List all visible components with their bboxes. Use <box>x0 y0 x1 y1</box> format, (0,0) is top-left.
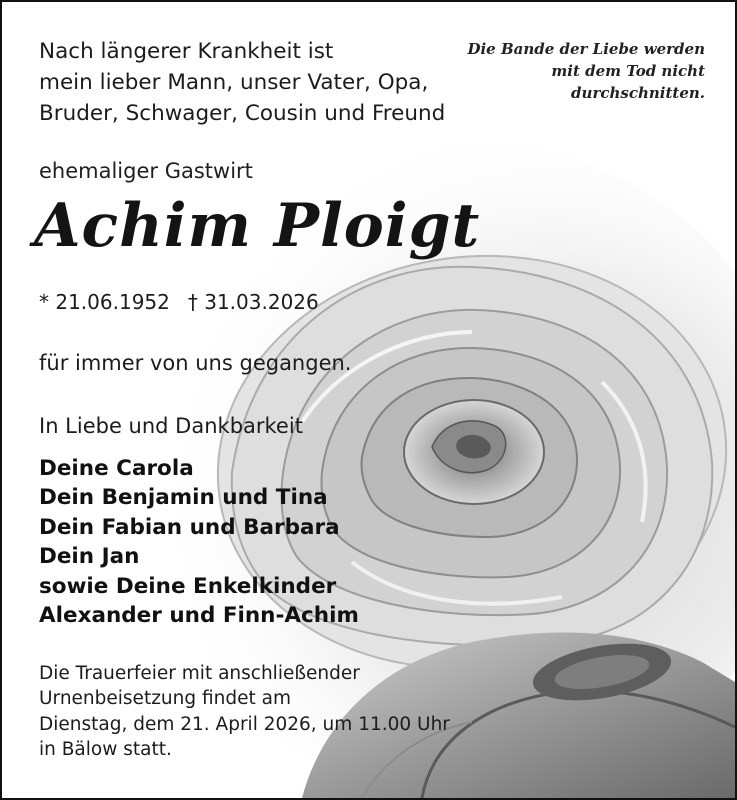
mourner: Alexander und Finn-Achim <box>39 603 359 629</box>
mourner: Dein Benjamin und Tina <box>39 485 328 511</box>
motto-line: Die Bande der Liebe werden <box>467 40 705 58</box>
funeral-info <box>39 661 450 762</box>
funeral-line: Dienstag, dem 21. April 2026, um 11.00 Uhr <box>39 713 450 735</box>
intro-line: Bruder, Schwager, Cousin und Freund <box>39 101 446 126</box>
passing-text: für immer von uns gegangen. <box>39 351 352 375</box>
mourner: sowie Deine Enkelkinder <box>39 573 337 599</box>
funeral-line: in Bälow statt. <box>39 738 172 760</box>
thanks-text: In Liebe und Dankbarkeit <box>39 414 303 438</box>
intro-line: Nach längerer Krankheit ist <box>39 39 334 64</box>
motto-line: mit dem Tod nicht <box>551 62 705 80</box>
deceased-name: Achim Ploigt <box>34 191 481 261</box>
funeral-line: Urnenbeisetzung findet am <box>39 688 291 710</box>
motto-quote <box>467 38 705 104</box>
life-dates <box>39 292 319 312</box>
mourner: Dein Fabian und Barbara <box>39 514 340 540</box>
motto-line: durchschnitten. <box>571 84 705 102</box>
occupation: ehemaliger Gastwirt <box>39 159 253 183</box>
funeral-line: Die Trauerfeier mit anschließender <box>39 663 360 684</box>
intro-text <box>39 36 445 129</box>
birth-date: * 21.06.1952 <box>39 290 170 314</box>
death-date: † 31.03.2026 <box>187 290 319 314</box>
mourner: Deine Carola <box>39 456 194 481</box>
mourner: Dein Jan <box>39 544 140 570</box>
mourners-list <box>39 454 359 630</box>
intro-line: mein lieber Mann, unser Vater, Opa, <box>39 70 429 95</box>
